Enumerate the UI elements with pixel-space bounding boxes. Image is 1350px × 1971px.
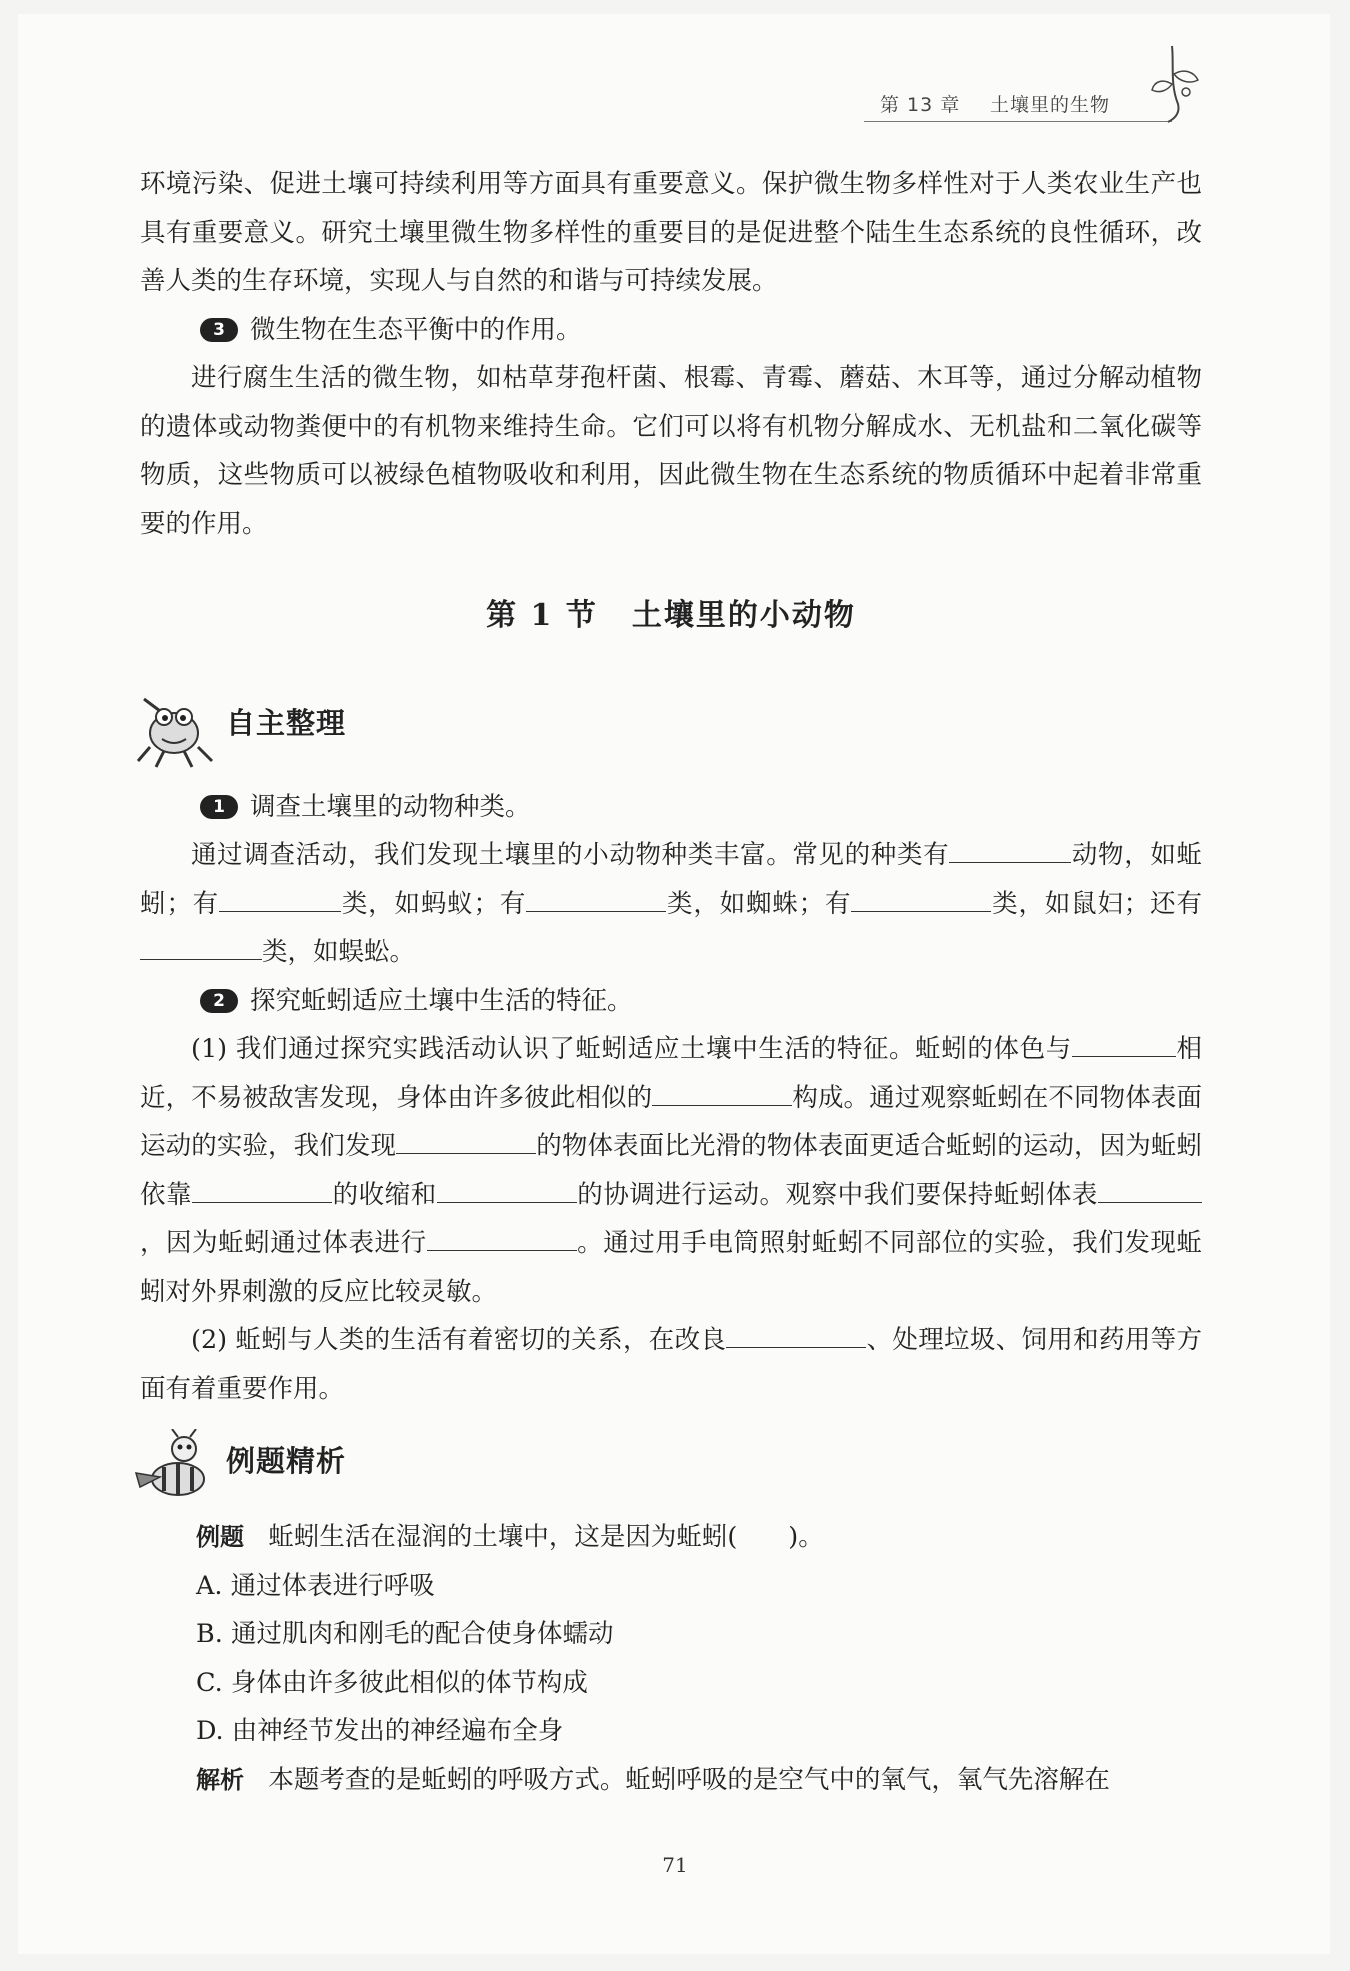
page-body bbox=[140, 160, 1202, 1804]
point-text: 调查土壤里的动物种类。 bbox=[250, 791, 531, 822]
text-run: 、处理垃圾、饲用和药用等方面有着重要作用。 bbox=[140, 1325, 1202, 1404]
answer-blank[interactable] bbox=[437, 1172, 577, 1203]
key-point-1 bbox=[140, 783, 1202, 832]
analysis bbox=[140, 1756, 1202, 1805]
answer-blank[interactable] bbox=[851, 881, 991, 912]
intro-paragraph-1: 环境污染、促进土壤可持续利用等方面具有重要意义。保护微生物多样性对于人类农业生产也具有重要意义。研究土壤里微生物多样性的重要目的是促进整个陆生生态系统的良性循环，改善人类的生存环境，实现人与自然的和谐与可持续发展。 bbox=[140, 169, 1202, 296]
example-label: 例题 bbox=[196, 1523, 244, 1551]
page-number: 71 bbox=[662, 1853, 688, 1877]
fill-paragraph-1 bbox=[140, 831, 1202, 977]
module-self-study bbox=[140, 685, 1202, 783]
answer-blank[interactable] bbox=[140, 929, 262, 960]
text-run: 。通过用手电筒照射蚯蚓不同部位的实验，我们发现蚯蚓对外界刺激的反应比较灵敏。 bbox=[140, 1228, 1202, 1307]
answer-blank[interactable] bbox=[427, 1220, 577, 1251]
frog-mascot-icon bbox=[134, 691, 220, 769]
answer-blank[interactable] bbox=[652, 1075, 792, 1106]
answer-blank[interactable] bbox=[726, 1317, 866, 1348]
analysis-text: 本题考查的是蚯蚓的呼吸方式。蚯蚓呼吸的是空气中的氧气，氧气先溶解在 bbox=[268, 1764, 1110, 1795]
option-a: A. 通过体表进行呼吸 bbox=[196, 1570, 435, 1601]
module-title: 自主整理 bbox=[226, 705, 347, 740]
fill-question-2 bbox=[140, 1316, 1202, 1413]
text-run: ，因为蚯蚓通过体表进行 bbox=[140, 1228, 427, 1258]
answer-blank[interactable] bbox=[192, 1172, 332, 1203]
example-question bbox=[140, 1513, 1202, 1562]
answer-blank[interactable] bbox=[219, 881, 341, 912]
text-run: 动物，如蚯蚓；有 bbox=[140, 840, 1202, 919]
option-b: B. 通过肌肉和刚毛的配合使身体蠕动 bbox=[196, 1619, 614, 1649]
module-title: 例题精析 bbox=[226, 1444, 347, 1478]
header-rule bbox=[864, 121, 1172, 122]
text-run: (1) 我们通过探究实践活动认识了蚯蚓适应土壤中生活的特征。蚯蚓的体色与 bbox=[191, 1034, 1072, 1064]
answer-blank[interactable] bbox=[1098, 1172, 1202, 1203]
chapter-number: 第 13 章 bbox=[880, 94, 961, 116]
text-run: 类，如蜈蚣。 bbox=[262, 937, 416, 967]
option-d: D. 由神经节发出的神经遍布全身 bbox=[196, 1716, 564, 1746]
text-run: 的物体表面比光滑的物体表面更适合蚯蚓的运动，因为蚯蚓依靠 bbox=[140, 1131, 1202, 1210]
point-text: 微生物在生态平衡中的作用。 bbox=[250, 314, 582, 345]
section-title: 土壤里的小动物 bbox=[631, 598, 856, 633]
fill-question-1 bbox=[140, 1025, 1202, 1316]
text-run: 类，如鼠妇；还有 bbox=[991, 888, 1202, 919]
key-point-2 bbox=[140, 977, 1202, 1026]
bee-mascot-icon bbox=[134, 1429, 220, 1507]
point-number-badge: 1 bbox=[200, 795, 238, 819]
example-text: 蚯蚓生活在湿润的土壤中，这是因为蚯蚓( )。 bbox=[268, 1522, 824, 1552]
text-run: 通过调查活动，我们发现土壤里的小动物种类丰富。常见的种类有 bbox=[191, 840, 950, 870]
section-number: 第 1 节 bbox=[486, 598, 598, 633]
point-text: 探究蚯蚓适应土壤中生活的特征。 bbox=[250, 985, 633, 1016]
text-run: (2) 蚯蚓与人类的生活有着密切的关系，在改良 bbox=[191, 1325, 727, 1355]
running-header bbox=[870, 88, 1160, 122]
intro-paragraph-2: 进行腐生生活的微生物，如枯草芽孢杆菌、根霉、青霉、蘑菇、木耳等，通过分解动植物的遗体或动物粪便中的有机物来维持生命。它们可以将有机物分解成水、无机盐和二氧化碳等物质，这些物质可以被绿色植物吸收和利用，因此微生物在生态系统的物质循环中起着非常重要的作用。 bbox=[140, 363, 1202, 539]
point-number-badge: 3 bbox=[200, 318, 238, 342]
answer-blank[interactable] bbox=[396, 1123, 536, 1154]
text-run: 类，如蜘蛛；有 bbox=[666, 888, 852, 919]
module-worked-example bbox=[140, 1423, 1202, 1513]
answer-blank[interactable] bbox=[526, 881, 666, 912]
answer-blank[interactable] bbox=[1072, 1026, 1176, 1057]
text-run: 相近，不易被敌害发现，身体由许多彼此相似的 bbox=[140, 1034, 1202, 1113]
key-point-3 bbox=[140, 306, 1202, 355]
text-run: 的收缩和 bbox=[332, 1179, 437, 1210]
text-run: 的协调进行运动。观察中我们要保持蚯蚓体表 bbox=[576, 1179, 1098, 1210]
section-heading bbox=[140, 592, 1202, 641]
option-c: C. 身体由许多彼此相似的体节构成 bbox=[196, 1667, 588, 1698]
analysis-label: 解析 bbox=[196, 1765, 244, 1794]
answer-blank[interactable] bbox=[949, 832, 1071, 863]
leaf-ornament-icon bbox=[1150, 44, 1206, 124]
text-run: 构成。通过观察蚯蚓在不同物体表面运动的实验，我们发现 bbox=[140, 1082, 1202, 1161]
text-run: 类，如蚂蚁；有 bbox=[341, 888, 527, 919]
chapter-title: 土壤里的生物 bbox=[990, 94, 1111, 116]
point-number-badge: 2 bbox=[200, 989, 238, 1013]
